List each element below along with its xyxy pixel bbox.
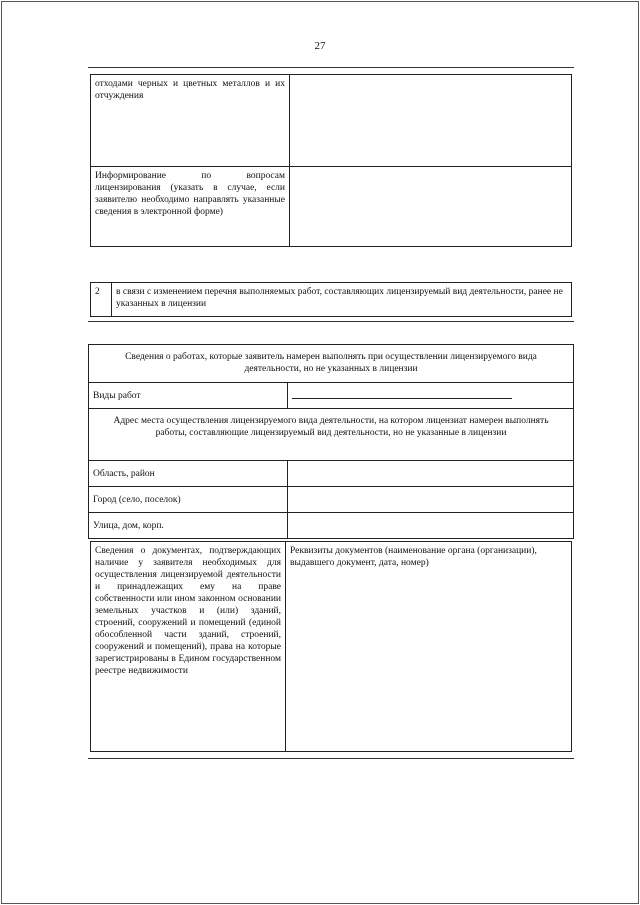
licensing-continuation-table <box>90 74 572 247</box>
table-row <box>91 542 572 752</box>
work-types-label: Виды работ <box>89 383 288 409</box>
table-row <box>89 513 574 539</box>
table-row <box>89 487 574 513</box>
street-label: Улица, дом, корп. <box>89 513 288 539</box>
licensing-info-label: Информирование по вопросам лицензирования (указать в случае, если заявителю необходимо направлять указанные сведения в электронной форме) <box>91 167 290 247</box>
table-row <box>91 167 572 247</box>
work-types-field[interactable] <box>288 383 574 409</box>
licensing-info-value[interactable] <box>290 167 572 247</box>
metal-waste-value[interactable] <box>290 75 572 167</box>
work-types-line <box>292 398 512 399</box>
table-row <box>89 461 574 487</box>
city-field[interactable] <box>288 487 574 513</box>
separator-rule <box>88 321 574 322</box>
change-reason-table <box>90 282 572 317</box>
table-row <box>89 383 574 409</box>
works-info-table <box>88 344 574 539</box>
documents-requisites[interactable]: Реквизиты документов (наименование органа (организации), выдавшего документ, дата, номер) <box>286 542 572 752</box>
address-header: Адрес места осуществления лицензируемого вида деятельности, на котором лицензиат намерен выполнять работы, составляющие лицензируемый вид деятельности, но не указанные в лицензии <box>89 409 574 461</box>
documents-description: Сведения о документах, подтверждающих наличие у заявителя необходимых для осуществления лицензируемой деятельности и принадлежащих ему на праве собственности или ином законном основании земельных участков и (или) зданий, строений, сооружений и помещений (единой обособленной части зданий, строений, сооружений и помещений), права на которые зарегистрированы в Едином государственном реестре недвижимости <box>91 542 286 752</box>
table-row <box>91 75 572 167</box>
works-info-header: Сведения о работах, которые заявитель намерен выполнять при осуществлении лицензируемого вида деятельности, но не указанных в лицензии <box>89 345 574 383</box>
street-field[interactable] <box>288 513 574 539</box>
item-number: 2 <box>91 283 112 317</box>
region-label: Область, район <box>89 461 288 487</box>
table-row <box>89 409 574 461</box>
metal-waste-label: отходами черных и цветных металлов и их отчуждения <box>91 75 290 167</box>
bottom-rule <box>88 758 574 759</box>
top-rule <box>88 67 574 68</box>
table-row <box>91 283 572 317</box>
table-row <box>89 345 574 383</box>
page-number: 27 <box>314 40 326 52</box>
region-field[interactable] <box>288 461 574 487</box>
documents-table <box>90 541 572 752</box>
city-label: Город (село, поселок) <box>89 487 288 513</box>
change-reason-text: в связи с изменением перечня выполняемых работ, составляющих лицензируемый вид деятельности, ранее не указанных в лицензии <box>112 283 572 317</box>
